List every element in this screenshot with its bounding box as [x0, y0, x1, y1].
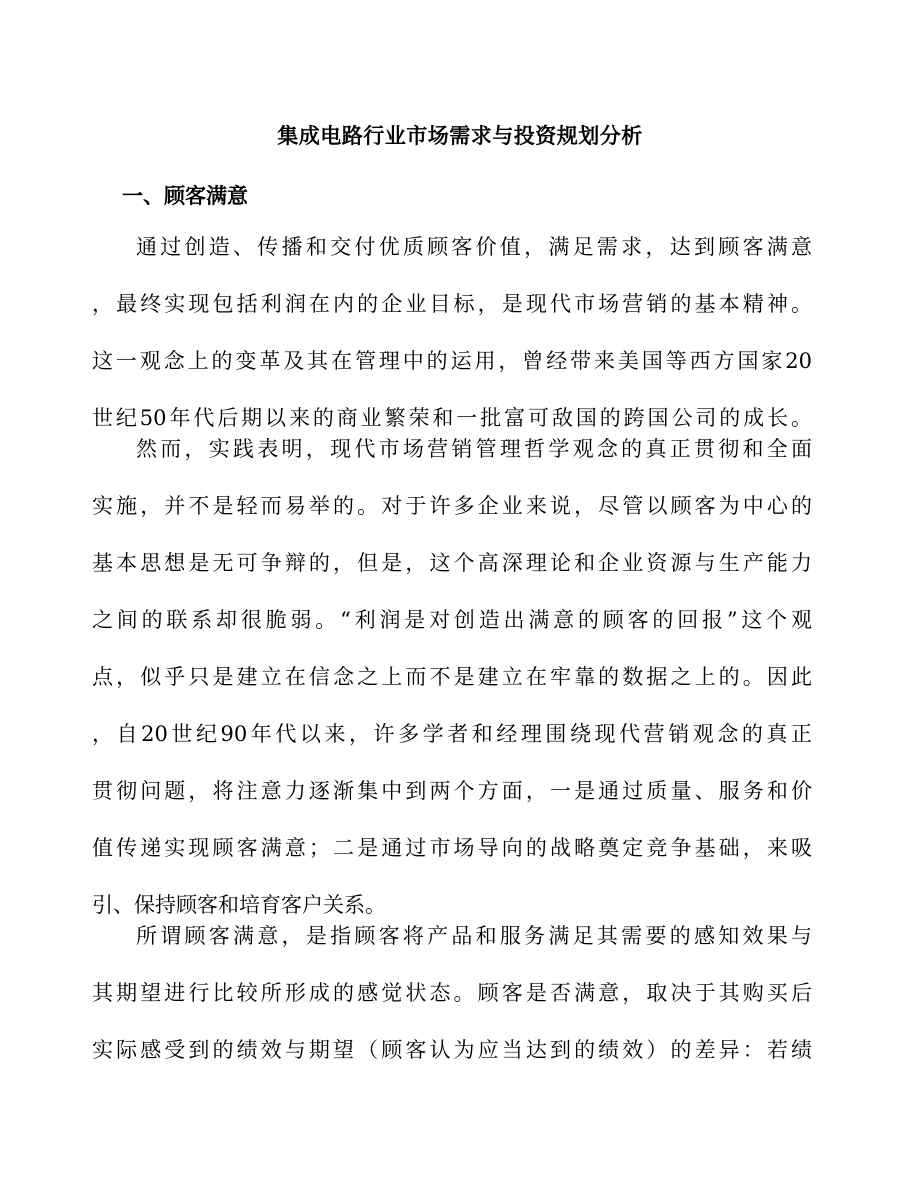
- paragraph-2-line: 贯彻问题，将注意力逐渐集中到两个方面，一是通过质量、服务和价: [92, 779, 812, 803]
- paragraph-3-line: 实际感受到的绩效与期望（顾客认为应当达到的绩效）的差异：若绩: [92, 1038, 812, 1062]
- paragraph-1-line: 世纪50年代后期以来的商业繁荣和一批富可敌国的跨国公司的成长。: [92, 406, 812, 430]
- paragraph-3-line: 所谓顾客满意，是指顾客将产品和服务满足其需要的感知效果与: [136, 924, 812, 948]
- paragraph-2-line: 基本思想是无可争辩的，但是，这个高深理论和企业资源与生产能力: [92, 551, 812, 575]
- paragraph-2-line: 点，似乎只是建立在信念之上而不是建立在牢靠的数据之上的。因此: [92, 665, 812, 689]
- paragraph-2-line: 之间的联系却很脆弱。“利润是对创造出满意的顾客的回报”这个观: [92, 608, 812, 632]
- paragraph-2-line: 然而，实践表明，现代市场营销管理哲学观念的真正贯彻和全面: [136, 437, 812, 461]
- paragraph-1-line: ，最终实现包括利润在内的企业目标，是现代市场营销的基本精神。: [92, 292, 812, 316]
- paragraph-2-line: ，自20世纪90年代以来，许多学者和经理围绕现代营销观念的真正: [92, 722, 812, 746]
- section-heading: 一、顾客满意: [122, 184, 248, 208]
- paragraph-2-line: 值传递实现顾客满意；二是通过市场导向的战略奠定竞争基础，来吸: [92, 836, 812, 860]
- paragraph-1-line: 这一观念上的变革及其在管理中的运用，曾经带来美国等西方国家20: [92, 349, 812, 373]
- paragraph-3-line: 其期望进行比较所形成的感觉状态。顾客是否满意，取决于其购买后: [92, 981, 812, 1005]
- paragraph-1-line: 通过创造、传播和交付优质顾客价值，满足需求，达到顾客满意: [136, 235, 812, 259]
- paragraph-2-line: 实施，并不是轻而易举的。对于许多企业来说，尽管以顾客为中心的: [92, 494, 812, 518]
- document-title: 集成电路行业市场需求与投资规划分析: [277, 124, 643, 148]
- paragraph-2-line: 引、保持顾客和培育客户关系。: [92, 893, 386, 917]
